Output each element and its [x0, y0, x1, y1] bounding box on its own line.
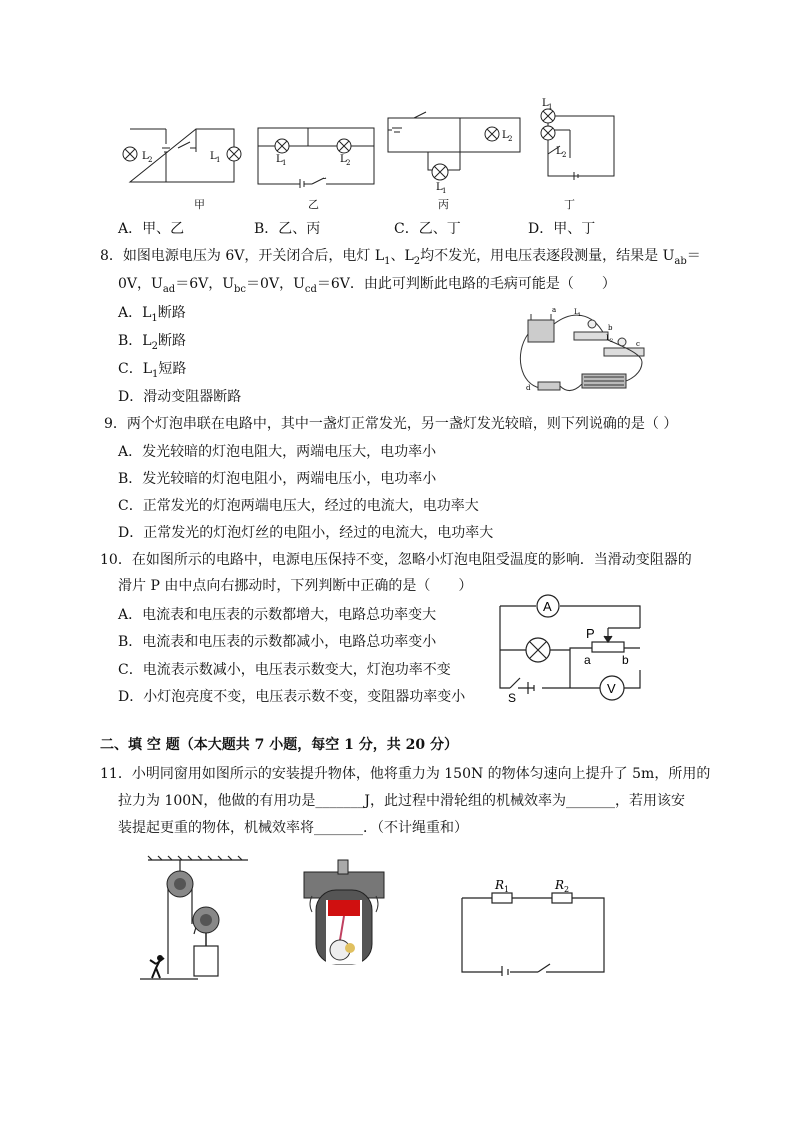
label-l2: L: [142, 151, 149, 162]
svg-text:2: 2: [508, 135, 513, 143]
q11-stem-line1: 11．小明同窗用如图所示的安装提升物体，他将重力为 150N 的物体匀速向上提升了 5m，所用的: [100, 766, 711, 782]
q8-stem-line1: 8．如图电源电压为 6V，开关闭合后，电灯 $L_1$、$L_2$均不发光，用电压表逐段测量，结果是 $U_{ab}=$: [100, 248, 701, 267]
q10-stem-line1: 10．在如图所示的电路中，电源电压保持不变，忽略小灯泡电阻受温度的影响．当滑动变阻器的: [100, 552, 692, 568]
svg-text:P: P: [586, 626, 595, 641]
q7-option-a: A．甲、乙: [118, 221, 185, 237]
caption-jia: 甲: [194, 198, 205, 211]
svg-text:1: 1: [282, 159, 287, 167]
svg-text:1: 1: [504, 885, 510, 894]
svg-text:S: S: [508, 691, 517, 705]
q8-option-c: C．$L_1$短路: [118, 361, 187, 380]
q9-option-a: A．发光较暗的灯泡电阻大，两端电压大，电功率小: [118, 444, 437, 460]
svg-text:L: L: [556, 146, 563, 157]
caption-bing: 丙: [438, 198, 449, 211]
svg-text:1: 1: [548, 103, 553, 111]
svg-text:2: 2: [346, 159, 351, 167]
q7-option-d: D．甲、丁: [528, 221, 596, 237]
svg-text:L: L: [542, 98, 549, 109]
engine-figure: [298, 854, 390, 978]
svg-text:d: d: [526, 384, 531, 392]
q10-circuit-figure: [488, 590, 648, 706]
q9-stem: 9．两个灯泡串联在电路中，其中一盏灯正常发光，另一盏灯发光较暗，则下列说确的是（ ）: [104, 416, 678, 432]
svg-text:c: c: [636, 340, 640, 348]
q9-option-d: D．正常发光的灯泡灯丝的电阻小，经过的电流大，电功率大: [118, 525, 494, 541]
svg-text:V: V: [607, 681, 616, 696]
svg-text:1: 1: [442, 187, 447, 194]
q10-option-c: C．电流表示数减小，电压表示数变大，灯泡功率不变: [118, 662, 451, 678]
q8-stem-line2: 0V，$U_{ad}=6V$，$U_{bc}=0V$，$U_{cd}=6V$．由此可判断此电路的毛病可能是（ ）: [118, 276, 616, 295]
svg-text:R: R: [495, 878, 505, 892]
q11-r-circuit-figure: [454, 878, 614, 976]
q11-stem-line2: 拉力为 100N，他做的有用功是_______J，此过程中滑轮组的机械效率为_______，若用该安: [118, 793, 686, 809]
q8-apparatus-figure: [512, 304, 662, 400]
svg-text:R: R: [555, 878, 565, 892]
section-2-heading: 二、填 空 题（本大题共 7 小题，每空 1 分，共 20 分）: [100, 737, 458, 753]
pulley-figure: [138, 854, 250, 984]
q8-option-d: D．滑动变阻器断路: [118, 389, 242, 405]
svg-text:L: L: [574, 308, 579, 316]
q10-stem-line2: 滑片 P 由中点向右挪动时，下列判断中正确的是（ ）: [118, 578, 473, 594]
svg-text:b: b: [622, 653, 629, 667]
svg-text:a: a: [584, 653, 591, 667]
svg-text:2: 2: [148, 156, 153, 164]
label-l1: L: [210, 151, 217, 162]
q8-option-a: A．$L_1$断路: [118, 305, 186, 324]
svg-text:2: 2: [564, 885, 570, 894]
q9-option-c: C．正常发光的灯泡两端电压大，经过的电流大，电功率大: [118, 498, 479, 514]
svg-text:1: 1: [216, 156, 221, 164]
q9-option-b: B．发光较暗的灯泡电阻小，两端电压小，电功率小: [118, 471, 437, 487]
q7-option-b: B．乙、丙: [254, 221, 321, 237]
q8-option-b: B．$L_2$断路: [118, 333, 186, 352]
svg-text:2: 2: [562, 151, 567, 159]
svg-text:1: 1: [578, 312, 582, 318]
svg-text:L: L: [502, 130, 509, 141]
q10-option-a: A．电流表和电压表的示数都增大，电路总功率变大: [118, 607, 437, 623]
svg-text:L: L: [436, 182, 443, 193]
q10-option-b: B．电流表和电压表的示数都减小，电路总功率变小: [118, 634, 437, 650]
svg-text:a: a: [552, 306, 557, 314]
caption-ding: 丁: [564, 198, 575, 211]
figure-ding: [530, 96, 620, 186]
figure-jia: [118, 124, 248, 186]
svg-text:L: L: [276, 154, 283, 165]
svg-text:b: b: [608, 324, 613, 332]
figure-yi: [254, 124, 378, 188]
q7-option-c: C．乙、丁: [394, 221, 461, 237]
svg-text:2: 2: [610, 338, 614, 344]
q11-stem-line3: 装提起更重的物体，机械效率将_______．（不计绳重和）: [118, 820, 468, 836]
svg-text:L: L: [340, 154, 347, 165]
caption-yi: 乙: [308, 198, 319, 211]
q10-option-d: D．小灯泡亮度不变，电压表示数不变，变阻器功率变小: [118, 689, 466, 705]
svg-text:L: L: [606, 334, 611, 342]
svg-text:A: A: [543, 599, 552, 614]
figure-bing: [384, 110, 524, 194]
